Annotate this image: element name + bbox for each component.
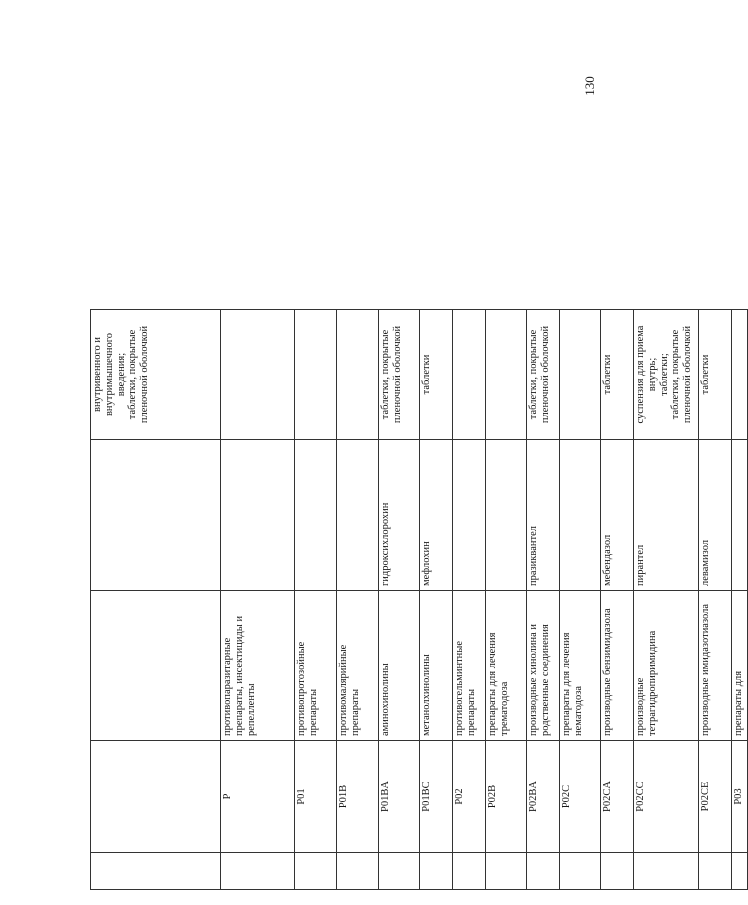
table-row <box>221 310 295 890</box>
drug-name: мебендазол <box>601 440 634 591</box>
dosage-form-line: таблетки, покрытые <box>670 329 682 420</box>
drug-name <box>221 440 295 591</box>
atc-code: P02BA <box>527 741 560 853</box>
group-name: препараты для лечения нематодоза <box>560 591 601 741</box>
atc-code: P01 <box>295 741 337 853</box>
table-row <box>486 310 527 890</box>
dosage-form-line: пленочной оболочкой <box>139 325 150 424</box>
table-row <box>634 310 699 890</box>
row-spacer <box>732 853 748 890</box>
dosage-form-line: таблетки; <box>658 353 670 396</box>
drug-name <box>295 440 337 591</box>
dosage-forms <box>221 310 295 440</box>
dosage-form-line: пленочной оболочкой <box>391 325 403 424</box>
group-name: производные хинолина и родственные соединения <box>527 591 560 741</box>
row-spacer <box>91 853 221 890</box>
atc-code: P03 <box>732 741 748 853</box>
group-name <box>91 591 221 741</box>
drug-name: празиквантел <box>527 440 560 591</box>
group-name: противопаразитарные препараты, инсектициды и репелленты <box>221 591 295 741</box>
drug-name <box>453 440 486 591</box>
row-spacer <box>295 853 337 890</box>
table-row <box>337 310 379 890</box>
dosage-form-line: таблетки, покрытые <box>528 329 539 420</box>
atc-code: P01BA <box>379 741 420 853</box>
atc-code: P02C <box>560 741 601 853</box>
dosage-form-line: таблетки, покрытые <box>380 329 391 420</box>
table-row <box>601 310 634 890</box>
dosage-form-line: таблетки <box>602 354 613 395</box>
group-name: производные имидазотиазола <box>699 591 732 741</box>
drug-name <box>732 440 748 591</box>
dosage-forms <box>337 310 379 440</box>
dosage-forms <box>527 310 560 440</box>
drug-name: мефлохин <box>420 440 453 591</box>
row-spacer <box>221 853 295 890</box>
table-row <box>699 310 732 890</box>
row-spacer <box>379 853 420 890</box>
drug-name: пирантел <box>634 440 699 591</box>
row-spacer <box>634 853 699 890</box>
dosage-form-line: пленочной оболочкой <box>682 325 693 424</box>
drug-name <box>486 440 527 591</box>
dosage-forms <box>601 310 634 440</box>
group-name: аминохинолины <box>379 591 420 741</box>
dosage-forms <box>699 310 732 440</box>
drug-name <box>91 440 221 591</box>
dosage-form-line: внутримышечного <box>103 332 115 417</box>
dosage-form-line: таблетки <box>700 354 711 395</box>
row-spacer <box>601 853 634 890</box>
dosage-forms <box>420 310 453 440</box>
atc-code: P02CA <box>601 741 634 853</box>
dosage-forms <box>295 310 337 440</box>
rotated-table-container <box>90 310 744 890</box>
dosage-forms <box>453 310 486 440</box>
group-name: противогельминтные препараты <box>453 591 486 741</box>
atc-code: P <box>221 741 295 853</box>
dosage-forms <box>379 310 420 440</box>
dosage-form-line: суспензия для приема <box>635 325 646 424</box>
table-row <box>420 310 453 890</box>
table-row <box>379 310 420 890</box>
row-spacer <box>560 853 601 890</box>
row-spacer <box>486 853 527 890</box>
table-row <box>527 310 560 890</box>
dosage-forms <box>732 310 748 440</box>
table-row <box>732 310 748 890</box>
group-name: метанолхинолины <box>420 591 453 741</box>
table-row <box>295 310 337 890</box>
dosage-form-line: пленочной оболочкой <box>539 325 551 424</box>
row-spacer <box>527 853 560 890</box>
row-spacer <box>337 853 379 890</box>
atc-code: P01BC <box>420 741 453 853</box>
dosage-form-line: внутрь; <box>646 357 658 392</box>
dosage-form-line: таблетки <box>421 354 432 395</box>
group-name: противомалярийные препараты <box>337 591 379 741</box>
atc-code: P02CE <box>699 741 732 853</box>
drug-name: левамизол <box>699 440 732 591</box>
drug-table <box>90 309 748 890</box>
atc-code: P02B <box>486 741 527 853</box>
group-name: препараты для лечения трематодоза <box>486 591 527 741</box>
atc-code: P01B <box>337 741 379 853</box>
group-name: препараты для <box>732 591 748 741</box>
table-row <box>91 310 221 890</box>
table-row <box>453 310 486 890</box>
dosage-form-line: таблетки, покрытые <box>127 329 139 420</box>
table-row <box>560 310 601 890</box>
atc-code: P02CC <box>634 741 699 853</box>
drug-name <box>560 440 601 591</box>
group-name: производные бензимидазола <box>601 591 634 741</box>
atc-code: P02 <box>453 741 486 853</box>
row-spacer <box>420 853 453 890</box>
page-number: 130 <box>581 76 597 96</box>
atc-code <box>91 741 221 853</box>
row-spacer <box>699 853 732 890</box>
drug-name: гидроксихлорохин <box>379 440 420 591</box>
dosage-forms <box>634 310 699 440</box>
dosage-forms <box>560 310 601 440</box>
row-spacer <box>453 853 486 890</box>
drug-name <box>337 440 379 591</box>
dosage-form-line: введения; <box>115 352 127 397</box>
dosage-forms <box>91 310 221 440</box>
group-name: противопротозойные препараты <box>295 591 337 741</box>
group-name: производные тетрагидропиримидина <box>634 591 699 741</box>
dosage-forms <box>486 310 527 440</box>
dosage-form-line: внутривенного и <box>92 337 103 412</box>
